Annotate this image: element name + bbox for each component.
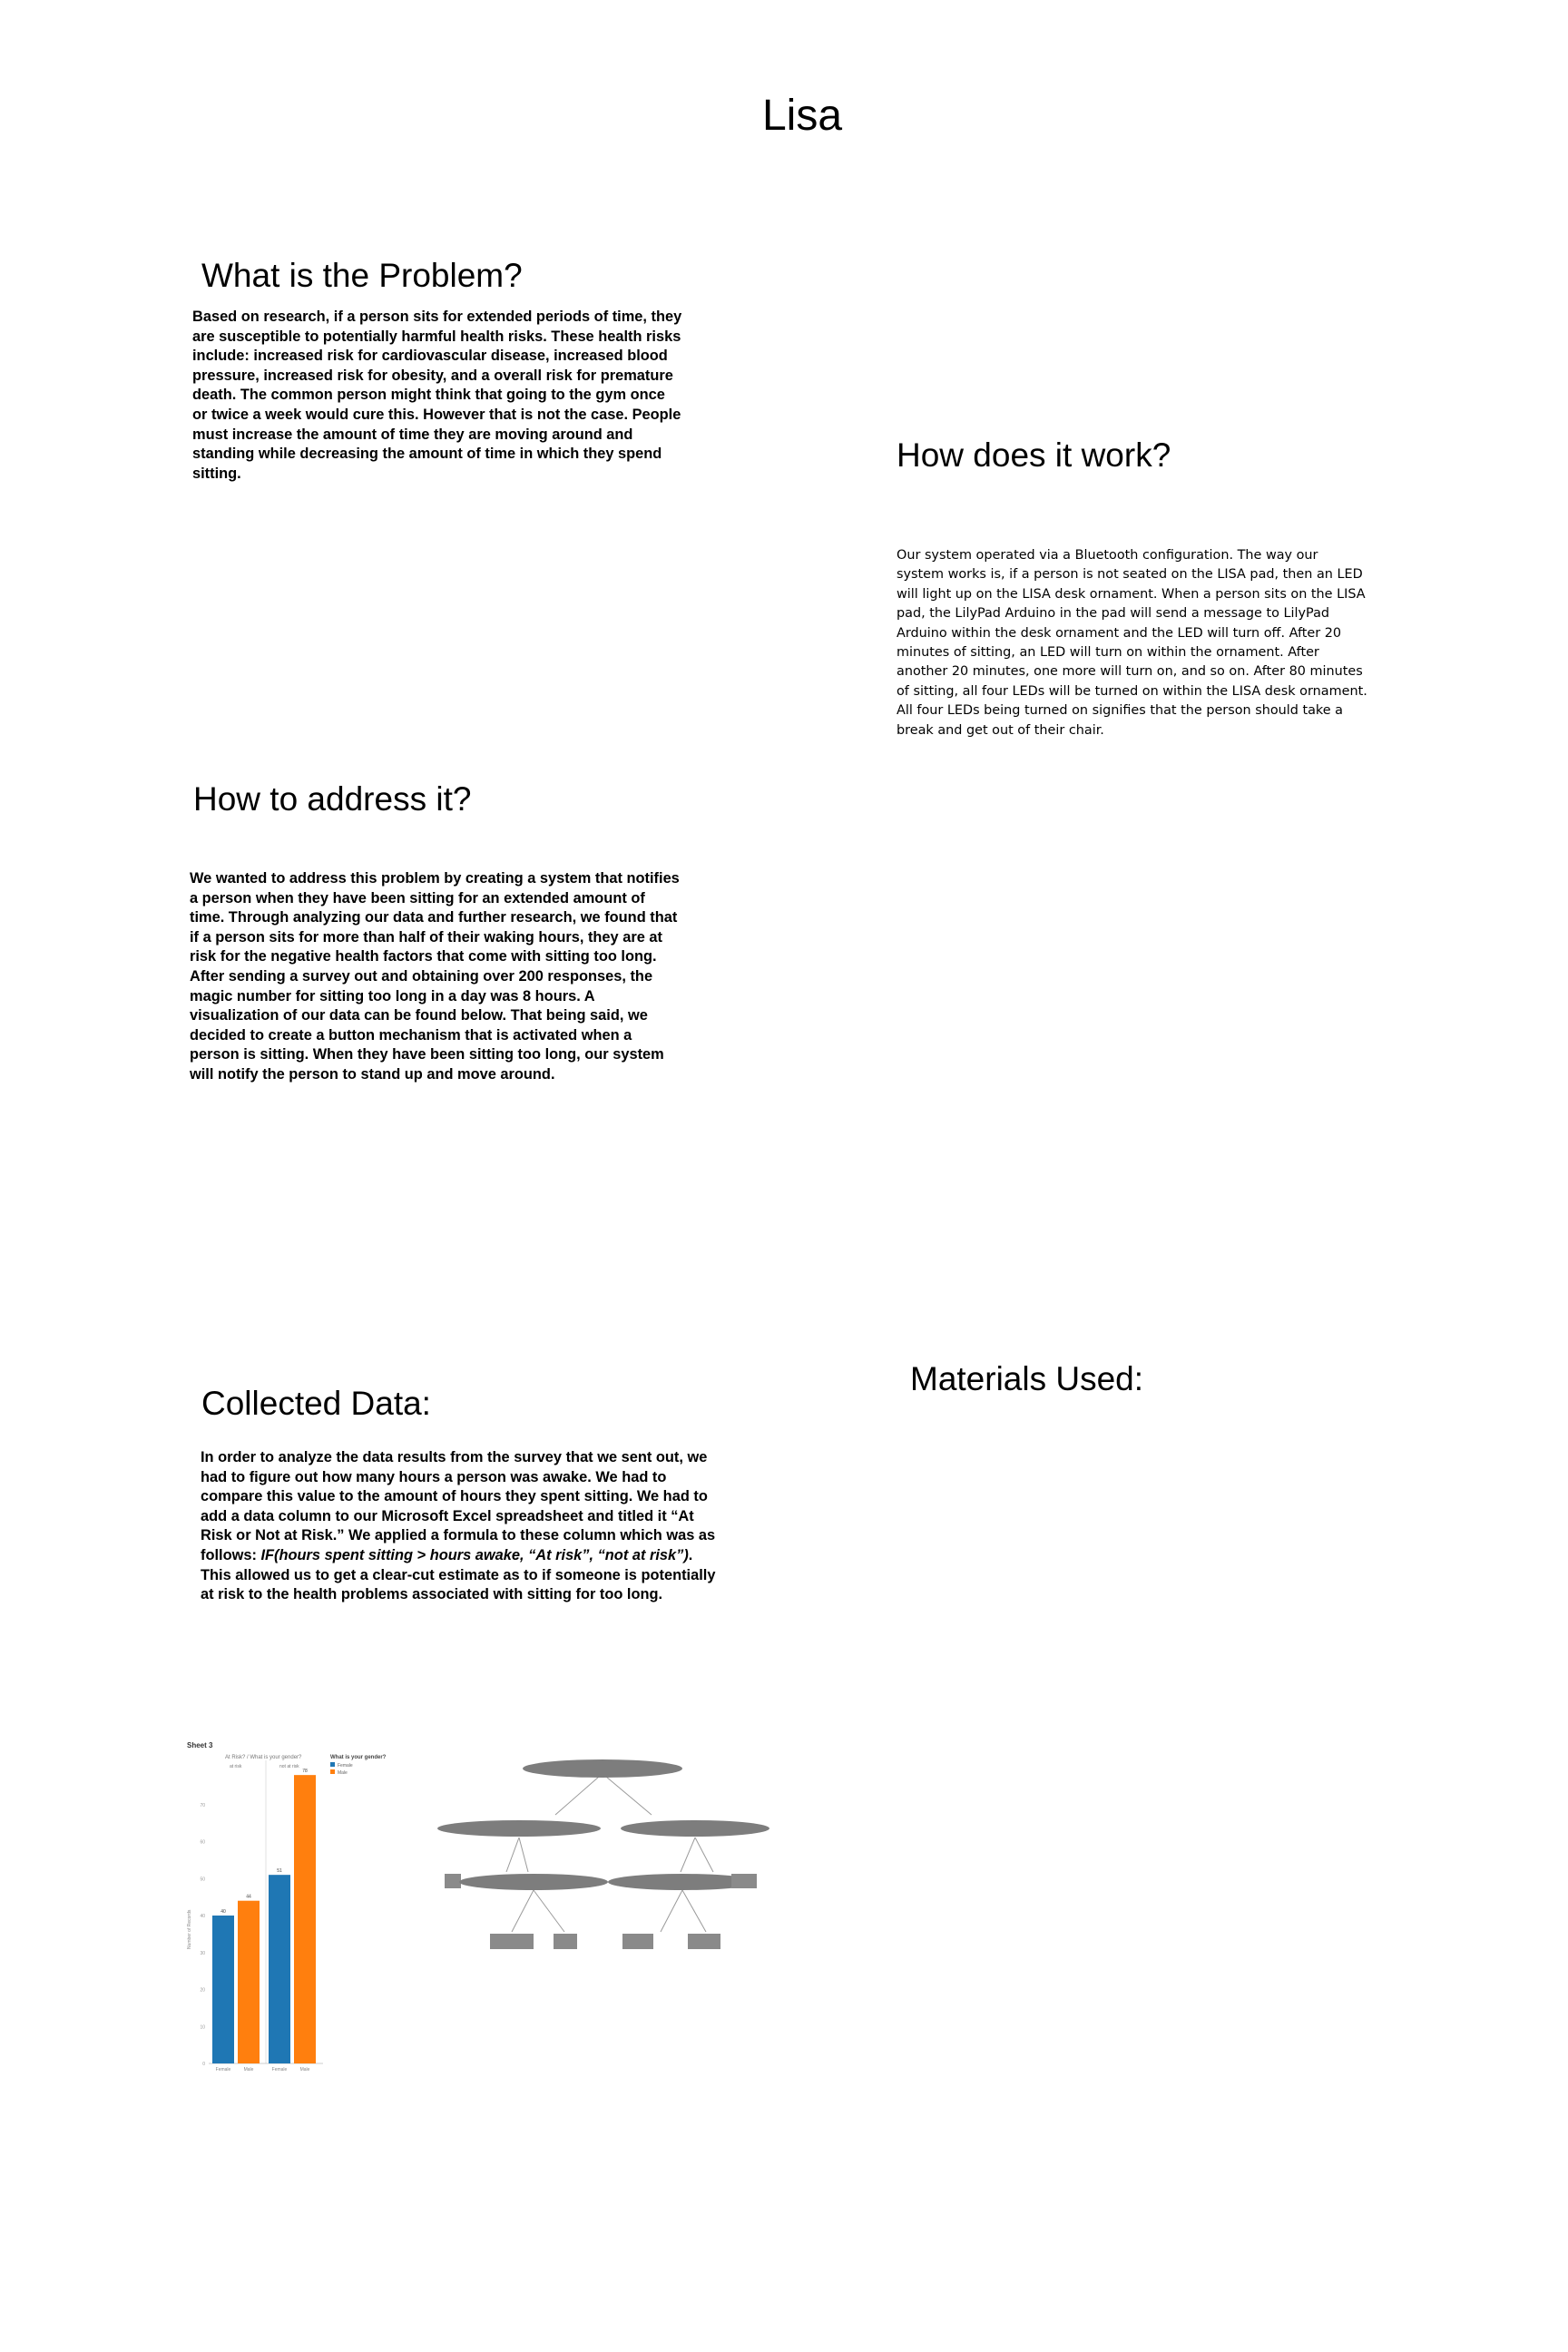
chart-subtitle: At Risk? / What is your gender? <box>225 1755 302 1760</box>
tree-edge <box>512 1890 534 1932</box>
bar <box>238 1901 260 2063</box>
y-tick-label: 10 <box>200 2024 205 2031</box>
tree-node-mid-left <box>459 1874 608 1890</box>
bar <box>212 1916 234 2063</box>
x-tick-label: Female <box>271 2067 288 2073</box>
tree-edge <box>681 1838 695 1872</box>
bar-value-label: 44 <box>246 1894 251 1900</box>
tree-root-node <box>523 1759 682 1778</box>
legend-swatch-male <box>330 1769 335 1774</box>
tree-edge <box>682 1890 706 1932</box>
collected-body-pre: In order to analyze the data results from the survey that we sent out, we had to figure out how many hours a person was awake. We had to compare this value to the amount of hours they spent sitting. We had to add a data column to our Microsoft Excel spreadsheet and titled it “At Risk or Not at Risk.” We applied a formula to these column which was as follows: <box>201 1449 716 1563</box>
tree-edge <box>606 1777 652 1815</box>
y-tick-label: 70 <box>200 1802 205 1808</box>
tree-edge <box>555 1777 599 1815</box>
how-work-body: Our system operated via a Bluetooth configuration. The way our system works is, if a person is not seated on the LISA pad, then an LED will light up on the LISA desk ornament. When a person sits on the LISA pad, the LilyPad Arduino in the pad will send a message to LilyPad Arduino within the desk ornament and the LED will turn off. After 20 minutes of sitting, an LED will turn on within the ornament. After another 20 minutes, one more will turn on, and so on. After 80 minutes of sitting, all four LEDs will be turned on within the LISA desk ornament. All four LEDs being turned on signifies that the person should take a break and get out of their chair. <box>897 548 1367 738</box>
tree-leaf <box>688 1934 720 1949</box>
x-tick-label: Male <box>243 2067 254 2073</box>
bar-value-label: 51 <box>277 1868 282 1875</box>
collected-body-post: . This allowed us to get a clear-cut estimate as to if someone is potentially at risk to the health problems associated with sitting for too long. <box>201 1546 716 1603</box>
y-axis-label: Number of Records <box>187 1909 192 1949</box>
address-body: We wanted to address this problem by creating a system that notifies a person when they have been sitting for an extended amount of time. Through analyzing our data and further research, we found that if a person sits for more than half of their waking hours, they are at risk for the negative health factors that come with sitting too long. After sending a survey out and obtaining over 200 responses, the magic number for sitting too long in a day was 8 hours. A visualization of our data can be found below. That being said, we decided to create a button mechanism that is activated when a person is sitting. When they have been sitting too long, our system will notify the person to stand up and move around. <box>190 870 680 1083</box>
collected-heading: Collected Data: <box>201 1385 431 1422</box>
tree-leaf <box>490 1934 534 1949</box>
y-ticks <box>200 1803 205 2067</box>
x-tick-label: Male <box>299 2067 310 2073</box>
legend-label-male: Male <box>338 1770 348 1776</box>
y-tick-label: 20 <box>200 1987 205 1994</box>
page-title: Lisa <box>761 92 843 140</box>
materials-heading: Materials Used: <box>910 1360 1144 1397</box>
bar-chart <box>178 1722 387 2076</box>
how-work-heading: How does it work? <box>897 436 1171 474</box>
y-tick-label: 40 <box>200 1914 205 1919</box>
tree-leaf <box>731 1874 757 1888</box>
address-heading: How to address it? <box>193 780 472 818</box>
y-tick-label: 50 <box>200 1877 205 1883</box>
bar-value-label: 78 <box>302 1769 308 1775</box>
bar <box>294 1775 316 2063</box>
bar-value-label: 40 <box>220 1909 226 1915</box>
tree-leaf <box>554 1934 577 1949</box>
tree-edge <box>661 1890 682 1932</box>
tree-edge <box>695 1838 713 1872</box>
collected-formula: IF(hours spent sitting > hours awake, “At risk”, “not at risk”) <box>260 1546 689 1563</box>
legend-title: What is your gender? <box>330 1755 387 1760</box>
panel-label-1: not at risk <box>279 1764 299 1769</box>
legend-label-female: Female <box>338 1763 353 1769</box>
tree-leaf <box>445 1874 461 1888</box>
bar <box>269 1875 290 2063</box>
collected-body <box>201 1448 718 1605</box>
tree-node-left <box>437 1820 601 1837</box>
tree-edge <box>534 1890 564 1932</box>
y-tick-label: 60 <box>200 1839 205 1846</box>
panel-label-0: at risk <box>230 1764 242 1769</box>
legend-swatch-female <box>330 1762 335 1767</box>
tree-leaf <box>622 1934 653 1949</box>
chart-title: Sheet 3 <box>187 1741 213 1749</box>
tree-edge <box>506 1838 519 1872</box>
problem-heading: What is the Problem? <box>201 257 523 294</box>
x-tick-label: Female <box>215 2067 231 2073</box>
tree-edge <box>519 1838 528 1872</box>
decision-tree <box>426 1747 771 2001</box>
y-tick-label: 30 <box>200 1950 205 1956</box>
tree-node-right <box>621 1820 769 1837</box>
y-tick-label: 0 <box>202 2062 205 2067</box>
problem-body: Based on research, if a person sits for extended periods of time, they are susceptible to potentially harmful health risks. These health risks include: increased risk for cardiovascular disease, increased blood pressure, increased risk for obesity, and a overall risk for premature death. The common person might think that going to the gym once or twice a week would cure this. However that is not the case. People must increase the amount of time they are moving around and standing while decreasing the amount of time in which they spend sitting. <box>192 309 682 482</box>
bars <box>212 1769 316 2073</box>
